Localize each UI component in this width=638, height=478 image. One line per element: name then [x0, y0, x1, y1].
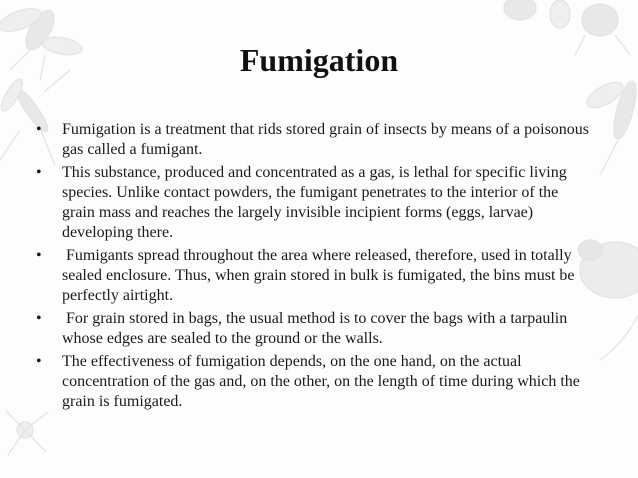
bullet-item: [34, 120, 594, 160]
bullet-marker: •: [36, 121, 42, 138]
bullet-text: Fumigants spread throughout the area where released, therefore, used in totally sealed enclosure. Thus, when grain stored in bulk is fumigated, the bins must be perfectly airtight.: [62, 247, 579, 304]
bullet-list: [34, 120, 594, 415]
bullet-item: [34, 309, 594, 349]
bullet-marker: •: [36, 247, 42, 264]
bullet-item: [34, 246, 594, 306]
bullet-item: [34, 352, 594, 412]
slide-title: Fumigation: [239, 42, 399, 78]
bullet-marker: •: [36, 353, 42, 370]
bullet-text: Fumigation is a treatment that rids stored grain of insects by means of a poisonous gas called a fumigant.: [62, 121, 590, 158]
bullet-item: [34, 163, 594, 243]
bullet-marker: •: [36, 310, 42, 327]
spider-icon: [5, 410, 48, 455]
bullet-text: For grain stored in bags, the usual method is to cover the bags with a tarpaulin whose edges are sealed to the ground or the walls.: [62, 310, 572, 347]
bullet-marker: •: [36, 164, 42, 181]
bullet-text: This substance, produced and concentrated as a gas, is lethal for specific living species. Unlike contact powders, the fumigant penetrates to the interior of the grain mass and reaches the largely invisible incipient forms (eggs, larvae) developing there.: [62, 164, 567, 241]
bullet-text: The effectiveness of fumigation depends, on the one hand, on the actual concentration of the gas and, on the other, on the length of time during which the grain is fumigated.: [62, 353, 580, 410]
